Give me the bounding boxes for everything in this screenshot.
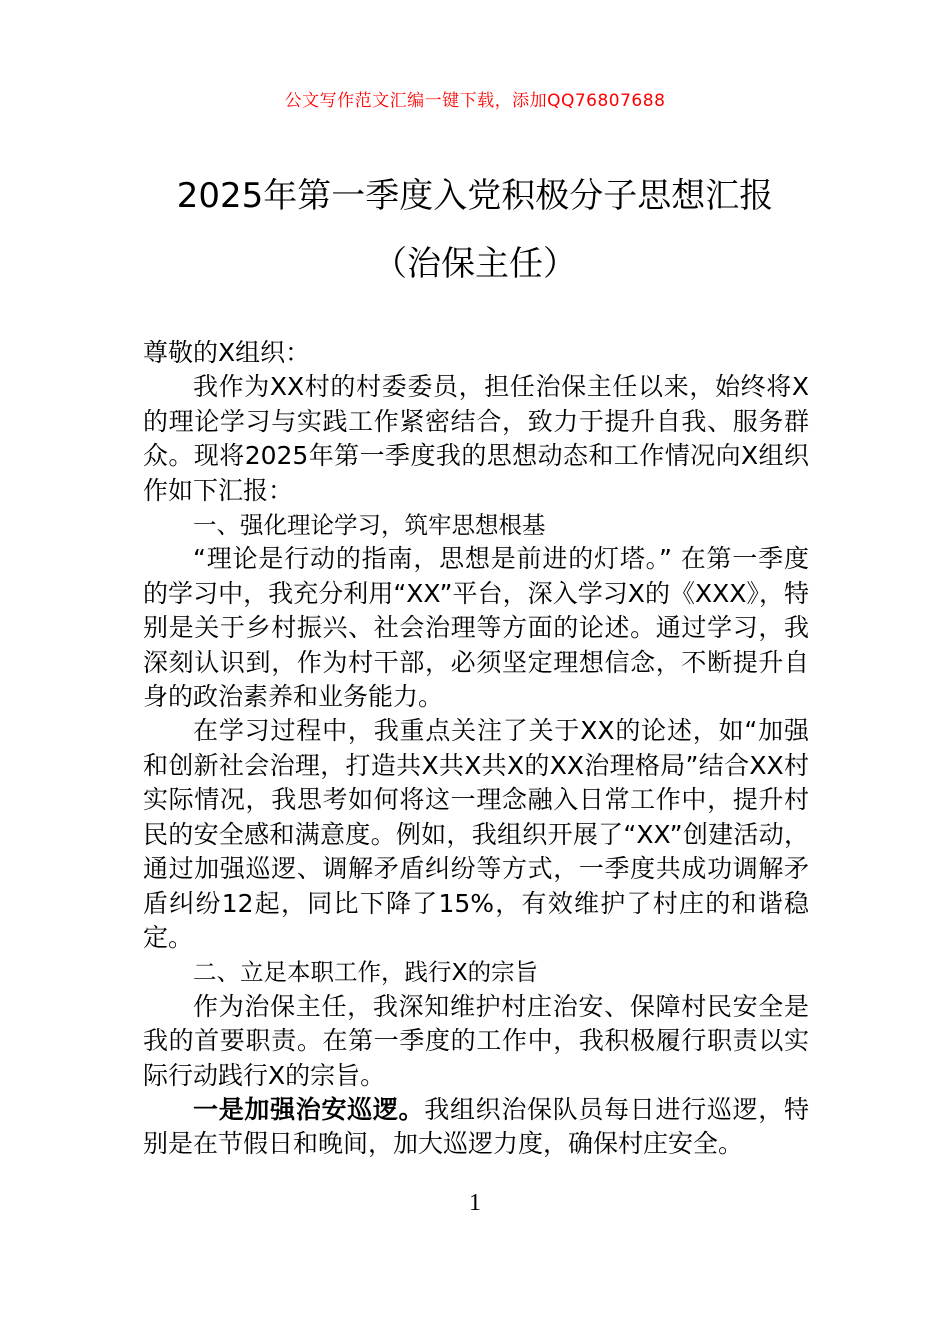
- section-heading-2: 二、立足本职工作，践行X的宗旨: [193, 958, 539, 987]
- section-heading-1: 一、强化理论学习，筑牢思想根基: [193, 511, 546, 540]
- document-body: [143, 336, 809, 1162]
- document-subtitle: （治保主任）: [373, 244, 577, 284]
- intro-paragraph: 我作为XX村的村委委员，担任治保主任以来，始终将X的理论学习与实践工作紧密结合，致力于提升自我、服务群众。现将2025年第一季度我的思想动态和工作情况向X组织作如下汇报：: [143, 372, 809, 505]
- patrol-text: 我组织治保队员每日进行巡逻，特别是在节假日和晚间，加大巡逻力度，确保村庄安全。: [143, 1094, 809, 1159]
- paragraph-duty: 作为治保主任，我深知维护村庄治安、保障村民安全是我的首要职责。在第一季度的工作中，我积极履行职责以实际行动践行X的宗旨。: [143, 991, 809, 1090]
- document-title: 2025年第一季度入党积极分子思想汇报: [176, 176, 774, 216]
- page-number: 1: [469, 1190, 481, 1216]
- paragraph-learning: 在学习过程中，我重点关注了关于XX的论述，如“加强和创新社会治理，打造共X共X共X的XX治理格局”结合XX村实际情况，我思考如何将这一理念融入日常工作中，提升村民的安全感和满意度。例如，我组织开展了“XX”创建活动，通过加强巡逻、调解矛盾纠纷等方式，一季度共成功调解矛盾纠纷12起，同比下降了15%，有效维护了村庄的和谐稳定。: [143, 716, 809, 952]
- salutation: 尊敬的X组织：: [143, 338, 311, 367]
- paragraph-patrol: [143, 1093, 809, 1162]
- paragraph-theory: “理论是行动的指南，思想是前进的灯塔。” 在第一季度的学习中，我充分利用“XX”平台，深入学习X的《XXX》，特别是关于乡村振兴、社会治理等方面的论述。通过学习，我深刻认识到，作为村干部，必须坚定理想信念，不断提升自身的政治素养和业务能力。: [143, 544, 809, 712]
- header-download-note: 公文写作范文汇编一键下载，添加QQ76807688: [284, 91, 666, 111]
- patrol-lead-in: 一是加强治安巡逻。: [193, 1094, 425, 1124]
